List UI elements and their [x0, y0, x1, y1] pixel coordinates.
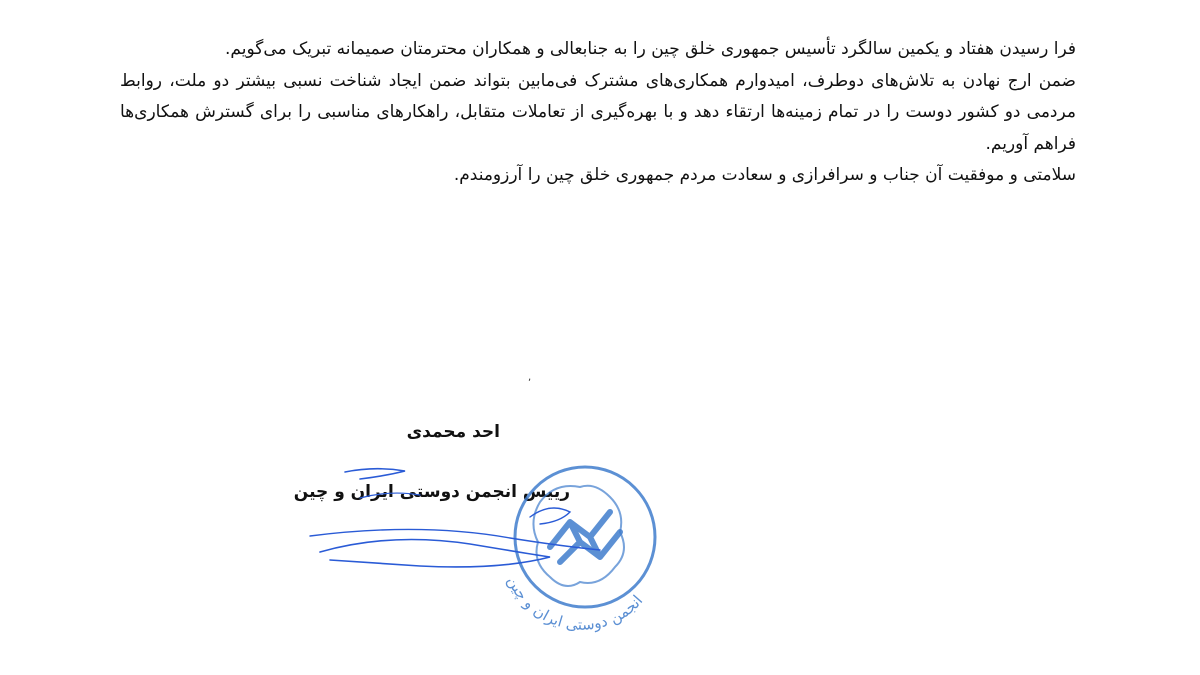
letter-paragraph-cooperation: ضمن ارج نهادن به تلاش‌های دوطرف، امیدوارم همکاری‌های مشترک فی‌مابین بتواند ضمن ایجاد شناخت نسبی بیشتر دو ملت، روابط مردمی دو کشور دوست را در تمام زمینه‌ها ارتقاء دهد و با بهره‌گیری از تعاملات متقابل، راهکارهای مناسبی را برای گسترش همکاری‌ها فراهم آوریم. [120, 70, 1076, 154]
seal-inscription-path: انجمن دوستی ایران و چین [503, 573, 647, 634]
signer-title: رییس انجمن دوستی ایران و چین [293, 482, 570, 502]
handwritten-signature [300, 462, 620, 602]
ink-speck: , [528, 372, 532, 383]
letter-paragraph-congratulations: فرا رسیدن هفتاد و یکمین سالگرد تأسیس جمهوری خلق چین را به جنابعالی و همکاران محترمتان صمیمانه تبریک می‌گویم. [225, 39, 1076, 59]
letter-paragraph-wishes: سلامتی و موفقیت آن جناب و سرافرازی و سعادت مردم جمهوری خلق چین را آرزومندم. [453, 165, 1076, 185]
letter-body [120, 34, 1076, 192]
signer-name: احد محمدی [406, 422, 500, 442]
